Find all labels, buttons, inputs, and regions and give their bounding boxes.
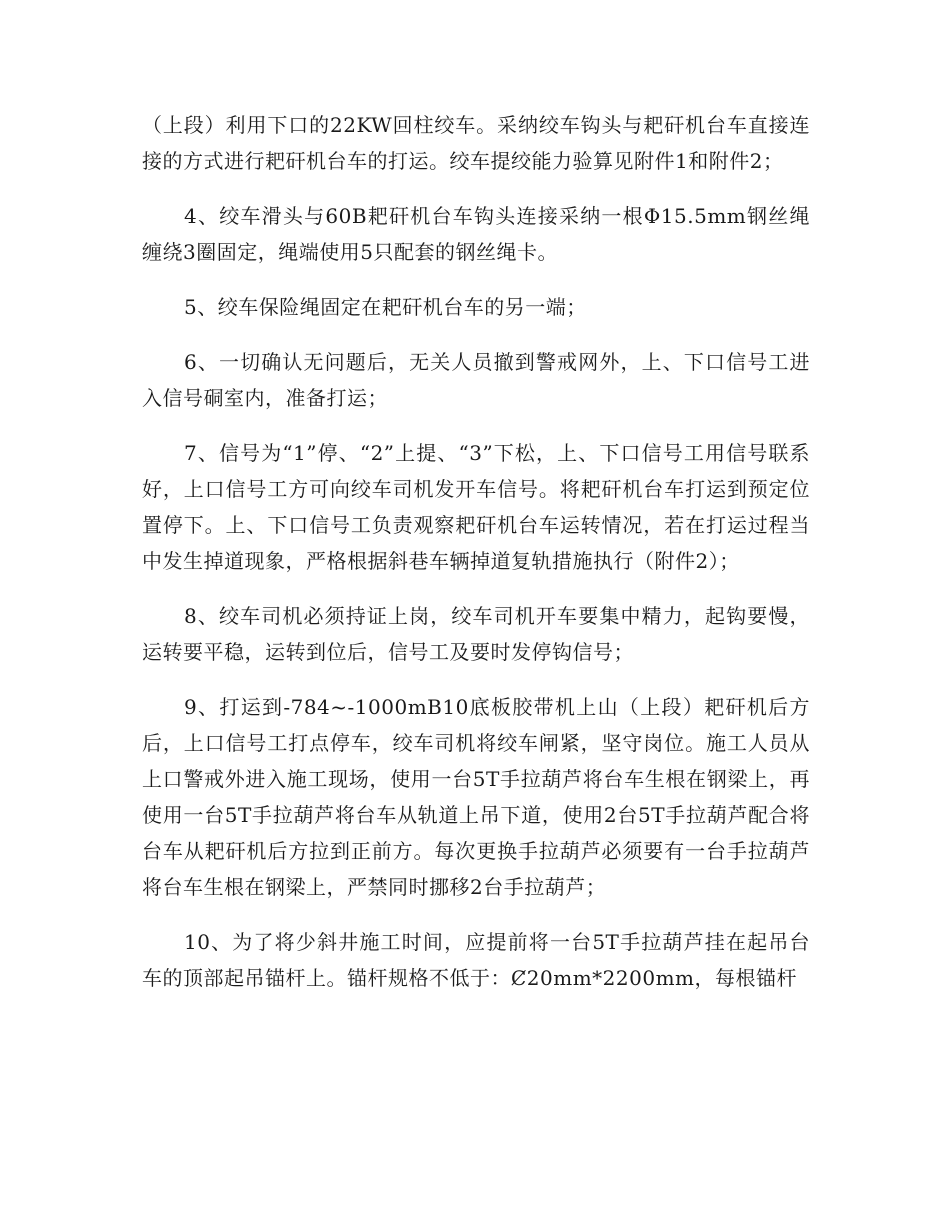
document-body	[142, 107, 810, 1015]
paragraph-item-6: 6、一切确认无问题后，无关人员撤到警戒网外，上、下口信号工进入信号硐室内，准备打运；	[142, 350, 810, 410]
paragraph-continued-winch: （上段）利用下口的22KW回柱绞车。采纳绞车钩头与耙矸机台车直接连接的方式进行耙矸机台车的打运。绞车提绞能力验算见附件1和附件2；	[142, 113, 810, 173]
paragraph-item-8: 8、绞车司机必须持证上岗，绞车司机开车要集中精力，起钩要慢，运转要平稳，运转到位后，信号工及要时发停钩信号；	[142, 604, 810, 664]
paragraph-item-9: 9、打运到-784~-1000mB10底板胶带机上山（上段）耙矸机后方后，上口信号工打点停车，绞车司机将绞车闸紧，坚守岗位。施工人员从上口警戒外进入施工现场，使用一台5T手拉葫芦将台车生根在钢梁上，再使用一台5T手拉葫芦将台车从轨道上吊下道，使用2台5T手拉葫芦配合将台车从耙矸机后方拉到正前方。每次更换手拉葫芦必须要有一台手拉葫芦将台车生根在钢梁上，严禁同时挪移2台手拉葫芦；	[142, 695, 810, 899]
paragraph-item-10: 10、为了将少斜井施工时间，应提前将一台5T手拉葫芦挂在起吊台车的顶部起吊锚杆上。锚杆规格不低于：Ȼ20mm*2200mm，每根锚杆	[142, 930, 810, 990]
paragraph-item-5: 5、绞车保险绳固定在耙矸机台车的另一端；	[184, 295, 587, 319]
paragraph-item-4: 4、绞车滑头与60B耙矸机台车钩头连接采纳一根Φ15.5mm钢丝绳缠绕3圈固定，绳端使用5只配套的钢丝绳卡。	[142, 204, 810, 264]
paragraph-item-7: 7、信号为“1”停、“2”上提、“3”下松，上、下口信号工用信号联系好，上口信号工方可向绞车司机发开车信号。将耙矸机台车打运到预定位置停下。上、下口信号工负责观察耙矸机台车运转情况，若在打运过程当中发生掉道现象，严格根据斜巷车辆掉道复轨措施执行（附件2）；	[142, 441, 810, 573]
